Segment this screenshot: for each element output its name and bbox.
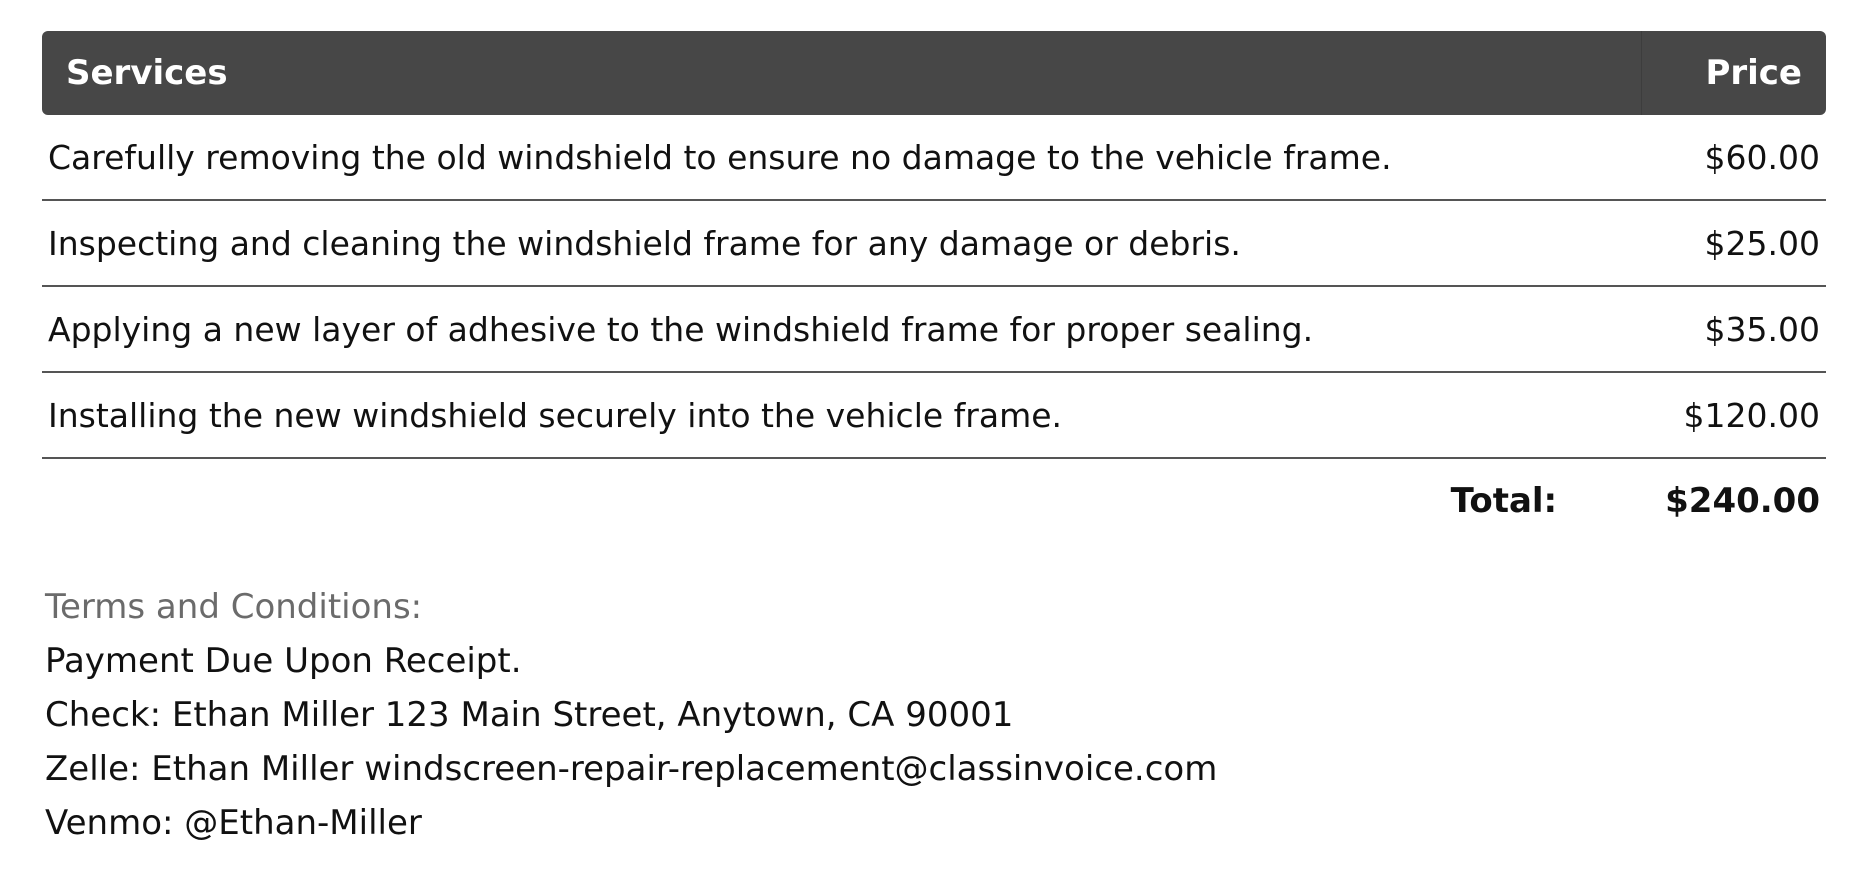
table-row [42,115,1826,201]
terms-check: Check: Ethan Miller 123 Main Street, Anytown, CA 90001 [45,695,1014,735]
service-description: Carefully removing the old windshield to ensure no damage to the vehicle frame. [48,137,1392,177]
terms-venmo: Venmo: @Ethan-Miller [45,803,422,843]
terms-zelle: Zelle: Ethan Miller windscreen-repair-replacement@classinvoice.com [45,749,1218,789]
price-column-header: Price [1705,53,1802,93]
total-value: $240.00 [1665,481,1820,521]
total-row [42,459,1826,543]
terms-section [45,580,1217,850]
service-price: $120.00 [1683,395,1820,435]
services-column-header: Services [66,53,228,93]
table-row [42,287,1826,373]
service-price: $60.00 [1704,137,1820,177]
service-description: Applying a new layer of adhesive to the windshield frame for proper sealing. [48,309,1314,349]
table-row [42,373,1826,459]
service-description: Installing the new windshield securely into the vehicle frame. [48,395,1063,435]
service-price: $35.00 [1704,309,1820,349]
table-header [42,31,1826,115]
table-row [42,201,1826,287]
service-price: $25.00 [1704,223,1820,263]
service-description: Inspecting and cleaning the windshield frame for any damage or debris. [48,223,1241,263]
terms-payment-due: Payment Due Upon Receipt. [45,641,522,681]
services-table [42,31,1826,543]
total-label: Total: [1450,481,1558,521]
terms-title: Terms and Conditions: [45,587,423,627]
